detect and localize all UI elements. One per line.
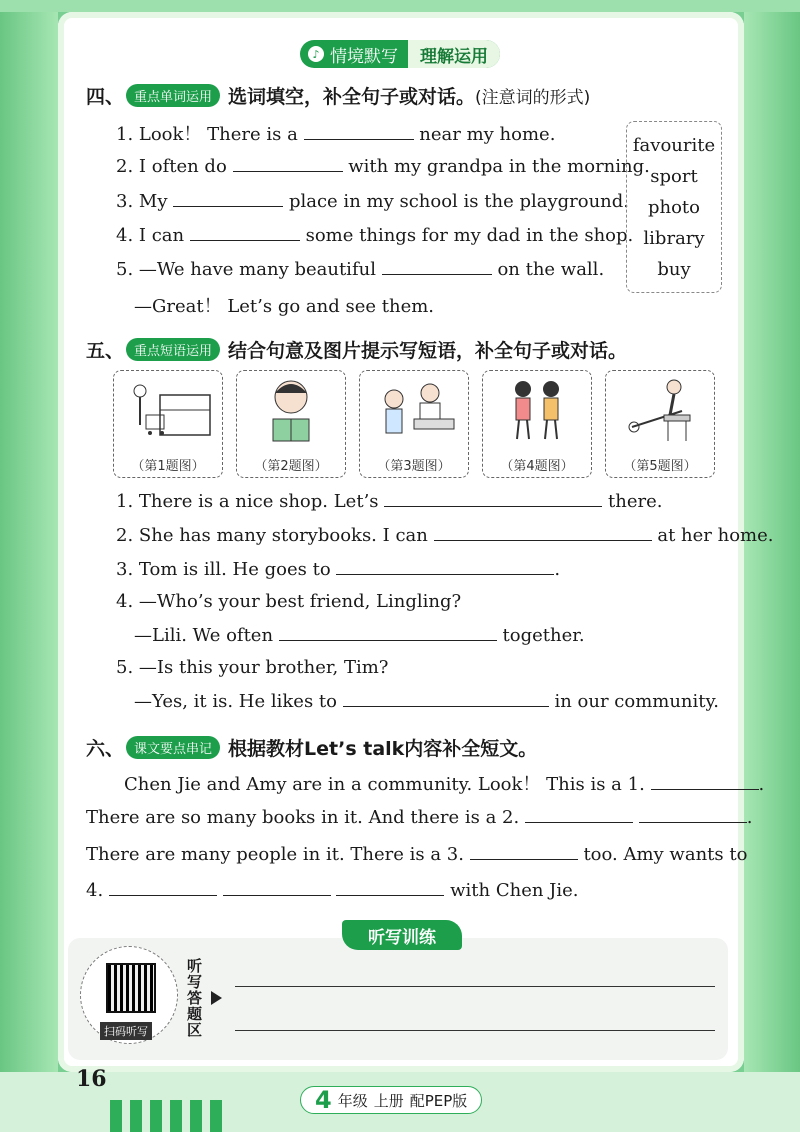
two-girls-illustration — [489, 375, 585, 447]
answer-area-label: 听写答题区 — [187, 957, 203, 1039]
answer-blank[interactable] — [651, 773, 759, 790]
s4-line-3: 3. My place in my school is the playground. — [116, 191, 630, 212]
answer-blank[interactable] — [109, 879, 217, 896]
s6-line-2: There are so many books in it. And there is a 2. . — [86, 807, 753, 828]
answer-blank[interactable] — [173, 190, 283, 207]
word-bank-item: favourite — [632, 135, 716, 156]
badge-right: 理解运用 — [408, 40, 500, 68]
s4-line-1: 1. Look！ There is a near my home. — [116, 124, 556, 145]
section-number: 五、 — [86, 340, 125, 362]
s5-line-6: 5. —Is this your brother, Tim? — [116, 657, 389, 678]
s5-line-2: 2. She has many storybooks. I can at her home. — [116, 525, 774, 546]
picture-1 — [113, 370, 223, 478]
s6-line-1: Chen Jie and Amy are in a community. Look！ This is a 1. . — [124, 774, 765, 795]
word-bank — [626, 121, 722, 293]
badge-left: 情境默写 — [330, 46, 398, 67]
section6-heading — [86, 734, 537, 761]
s5-line-5: —Lili. We often together. — [134, 625, 585, 646]
section-title: 结合句意及图片提示写短语，补全句子或对话。 — [228, 340, 628, 362]
answer-blank[interactable] — [639, 806, 747, 823]
writing-line[interactable] — [235, 986, 715, 987]
writing-line[interactable] — [235, 1030, 715, 1031]
grade-label: 年级 — [337, 1091, 368, 1110]
answer-blank[interactable] — [336, 879, 444, 896]
exercise-illustration — [612, 375, 708, 447]
answer-blank[interactable] — [190, 224, 300, 241]
answer-blank[interactable] — [434, 524, 652, 541]
answer-blank[interactable] — [470, 843, 578, 860]
s5-line-1: 1. There is a nice shop. Let’s there. — [116, 491, 663, 512]
qr-code-icon[interactable] — [106, 963, 156, 1013]
picture-3 — [359, 370, 469, 478]
answer-blank[interactable] — [223, 879, 331, 896]
section-title: 根据教材Let’s talk内容补全短文。 — [228, 738, 538, 760]
top-border — [0, 0, 800, 12]
picture-caption: （第1题图） — [131, 459, 205, 474]
s5-line-7: —Yes, it is. He likes to in our community. — [134, 691, 720, 712]
picture-caption: （第4题图） — [500, 459, 574, 474]
s5-line-4: 4. —Who’s your best friend, Lingling? — [116, 591, 462, 612]
section-tag: 课文要点串记 — [126, 736, 220, 759]
bell-icon: ♪ — [308, 46, 324, 62]
section-title: 选词填空，补全句子或对话。 — [228, 86, 476, 108]
s4-line-6: —Great！ Let’s go and see them. — [134, 296, 435, 317]
picture-caption: （第2题图） — [254, 459, 328, 474]
reading-boy-illustration — [243, 375, 339, 447]
section-number: 四、 — [86, 86, 125, 108]
grade-number: 4 — [315, 1086, 332, 1114]
s4-line-2: 2. I often do with my grandpa in the morning. — [116, 156, 650, 177]
answer-blank[interactable] — [279, 624, 497, 641]
page-number: 16 — [76, 1066, 107, 1092]
section-note: (注意词的形式) — [475, 88, 591, 108]
picture-row — [113, 370, 715, 478]
answer-blank[interactable] — [233, 155, 343, 172]
word-bank-item: buy — [657, 259, 691, 280]
picture-5 — [605, 370, 715, 478]
term-label: 上册 — [373, 1091, 404, 1110]
play-arrow-icon — [211, 991, 222, 1005]
left-border — [0, 0, 58, 1132]
s5-line-3: 3. Tom is ill. He goes to . — [116, 559, 561, 580]
right-border — [744, 0, 800, 1132]
section-tag: 重点单词运用 — [126, 84, 220, 107]
answer-blank[interactable] — [343, 690, 549, 707]
answer-blank[interactable] — [336, 558, 554, 575]
word-bank-item: sport — [650, 166, 698, 187]
picture-caption: （第5题图） — [623, 459, 697, 474]
answer-blank[interactable] — [525, 806, 633, 823]
s6-line-3: There are many people in it. There is a 3. too. Amy wants to — [86, 844, 748, 865]
shopping-illustration — [120, 375, 216, 447]
bottom-bars — [110, 1100, 240, 1132]
answer-blank[interactable] — [382, 258, 492, 275]
section4-heading — [86, 82, 590, 109]
answer-blank[interactable] — [384, 490, 602, 507]
s6-line-4: 4. with Chen Jie. — [86, 880, 579, 901]
picture-caption: （第3题图） — [377, 459, 451, 474]
scan-label: 扫码听写 — [100, 1022, 152, 1040]
word-bank-item: library — [643, 228, 705, 249]
section-tag: 重点短语运用 — [126, 338, 220, 361]
doctor-illustration — [366, 375, 462, 447]
section-number: 六、 — [86, 738, 125, 760]
dictation-title: 听写训练 — [342, 920, 462, 950]
word-bank-item: photo — [647, 197, 701, 218]
grade-badge — [300, 1086, 482, 1114]
header-badge — [300, 40, 500, 68]
s4-line-4: 4. I can some things for my dad in the shop. — [116, 225, 634, 246]
s4-line-5: 5. —We have many beautiful on the wall. — [116, 259, 605, 280]
answer-blank[interactable] — [304, 123, 414, 140]
picture-2 — [236, 370, 346, 478]
section5-heading — [86, 336, 627, 363]
picture-4 — [482, 370, 592, 478]
edition-label: 配PEP版 — [409, 1091, 468, 1110]
